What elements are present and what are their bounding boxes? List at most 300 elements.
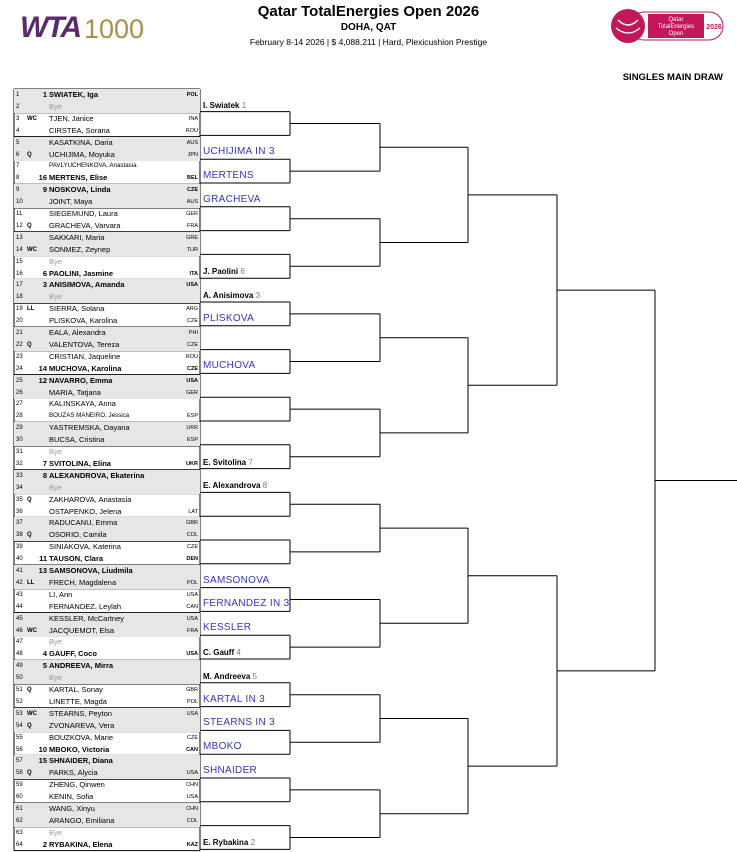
entry-number: 56: [16, 746, 23, 753]
entry-name: EALA, Alexandra: [49, 328, 106, 337]
entry-row: [14, 625, 200, 637]
winner-name: MBOKO: [203, 741, 242, 753]
entry-number: 5: [16, 139, 20, 146]
entry-row: [14, 541, 200, 553]
entry-number: 45: [16, 615, 23, 622]
entry-country: USA: [186, 794, 198, 801]
winner-name: KESSLER: [203, 622, 252, 634]
entry-row: [14, 779, 200, 791]
entry-tag: Q: [27, 496, 32, 503]
entry-name: Bye: [49, 827, 62, 837]
entry-row: [14, 125, 200, 137]
entry-number: 44: [16, 603, 23, 610]
entry-country: BEL: [187, 175, 198, 182]
entry-country: CAN: [186, 746, 198, 753]
entry-country: CZE: [187, 187, 198, 194]
entry-number: 30: [16, 437, 23, 444]
round2-winner: [203, 598, 289, 609]
winner-name: MUCHOVA: [203, 360, 256, 372]
entry-country: UKR: [186, 460, 198, 467]
entry-row: [14, 291, 200, 303]
entry-number: 8: [16, 175, 20, 182]
entry-name: SINIAKOVA, Katerina: [49, 542, 121, 552]
entry-seed: 1: [42, 90, 47, 99]
entry-number: 24: [16, 365, 23, 372]
entry-name: Bye: [49, 256, 62, 266]
entry-number: 50: [16, 675, 23, 682]
round2-winner: [203, 622, 251, 633]
entry-seed: 10: [38, 744, 47, 754]
entry-country: ITA: [189, 270, 198, 277]
entry-number: 41: [16, 568, 23, 574]
entry-number: 22: [16, 341, 23, 348]
winner-name: MERTENS: [203, 170, 254, 181]
entry-seed: 14: [38, 363, 47, 373]
entry-name: Bye: [49, 637, 62, 647]
entry-number: 18: [16, 294, 23, 301]
entry-name: JACQUEMOT, Elsa: [49, 625, 115, 635]
entry-country: CZE: [187, 544, 198, 551]
entry-row: [14, 767, 200, 779]
entry-country: POL: [186, 579, 198, 586]
entry-tag: WC: [27, 246, 37, 253]
tournament-city: DOHA, QAT: [340, 22, 397, 33]
entry-row: [14, 648, 200, 660]
round2-winner: [203, 101, 246, 110]
winner-name: FERNANDEZ IN 3: [203, 598, 290, 610]
entry-name: KESSLER, McCartney: [49, 613, 125, 623]
round2-winner: [203, 575, 269, 586]
entry-name: MERTENS, Elise: [49, 173, 108, 183]
entry-name: RYBAKINA, Elena: [49, 839, 113, 849]
entry-name: TJEN, Janice: [49, 113, 94, 123]
entry-name: ZAKHAROVA, Anastasia: [49, 494, 132, 504]
entry-seed: 12: [38, 375, 47, 385]
winner-name: PLISKOVA: [203, 312, 255, 324]
entry-number: 1: [16, 92, 20, 98]
winner-seed: 3: [253, 291, 261, 300]
round2-winner: [203, 313, 254, 324]
entry-name: LI, Ann: [49, 589, 73, 599]
round2-winner: [203, 481, 267, 490]
winner-name: SAMSONOVA: [203, 574, 270, 586]
entry-number: 59: [16, 782, 23, 789]
entry-row: [14, 565, 200, 577]
round2-winner: [203, 194, 261, 205]
entry-row: [14, 660, 200, 672]
entry-row: [14, 303, 200, 315]
entry-row: [14, 613, 200, 625]
entry-country: DEN: [186, 556, 198, 563]
entry-number: 35: [16, 496, 23, 503]
entry-name: BOUZAS MANEIRO, Jessica: [49, 412, 130, 420]
entry-name: PLISKOVA, Karolina: [49, 316, 118, 326]
entry-name: Bye: [49, 482, 62, 492]
entry-row: [14, 791, 200, 803]
entry-row: [14, 113, 200, 125]
entry-seed: 7: [42, 458, 47, 468]
round2-winner: [203, 717, 275, 728]
entry-name: PARKS, Alycia: [49, 768, 98, 778]
entry-row: [14, 89, 200, 101]
entry-number: 61: [16, 806, 23, 812]
entry-row: [14, 755, 200, 767]
entry-tag: Q: [27, 722, 32, 729]
entry-name: OSORIO, Camila: [49, 530, 107, 540]
entry-row: [14, 244, 200, 256]
entry-seed: 6: [42, 268, 47, 278]
tournament-title: Qatar TotalEnergies Open 2026: [257, 3, 480, 20]
entry-name: SVITOLINA, Elina: [49, 458, 111, 468]
entry-country: USA: [186, 770, 198, 777]
entry-row: [14, 684, 200, 696]
entry-name: KALINSKAYA, Anna: [49, 399, 116, 409]
entry-number: 39: [16, 544, 23, 551]
entry-seed: 2: [42, 839, 47, 849]
entry-country: CZE: [187, 365, 198, 372]
entry-row: [14, 708, 200, 720]
entry-number: 29: [16, 425, 23, 432]
entry-name: SAMSONOVA, Liudmila: [49, 566, 133, 575]
entry-country: GER: [186, 389, 198, 396]
entry-number: 58: [16, 770, 23, 777]
entry-number: 31: [16, 449, 23, 455]
winner-name: E. Alexandrova: [203, 481, 261, 491]
entry-country: COL: [186, 532, 198, 539]
entry-row: [14, 375, 200, 387]
entry-country: POL: [186, 92, 198, 98]
entry-name: MARIA, Tatjana: [49, 387, 101, 397]
entry-number: 33: [16, 472, 23, 479]
entry-country: ROU: [185, 127, 198, 134]
entry-number: 54: [16, 722, 23, 729]
entry-row: [14, 434, 200, 446]
entry-number: 9: [16, 187, 20, 194]
entry-name: ZVONAREVA, Vera: [49, 720, 115, 730]
entry-seed: 13: [38, 566, 47, 575]
round2-winner: [203, 672, 257, 681]
svg-text:TotalEnergies: TotalEnergies: [657, 24, 695, 30]
entry-name: NOSKOVA, Linda: [49, 185, 111, 195]
entry-name: Bye: [49, 292, 62, 302]
entry-name: SIEGEMUND, Laura: [49, 209, 118, 218]
entry-row: [14, 553, 200, 565]
round2-winner: [203, 360, 255, 371]
entry-seed: 9: [42, 185, 47, 195]
entry-name: MBOKO, Victoria: [49, 744, 110, 754]
entry-seed: 3: [42, 280, 47, 290]
tournament-info: February 8-14 2026 | $ 4,088,211 | Hard, Plexicushion Prestige: [249, 37, 488, 47]
entry-tag: LL: [27, 579, 35, 586]
entry-number: 6: [16, 151, 20, 158]
entry-name: KENIN, Sofia: [49, 792, 94, 802]
entry-row: [14, 184, 200, 196]
entry-number: 43: [16, 591, 23, 598]
svg-text:Qatar: Qatar: [668, 17, 684, 23]
winner-name: C. Gauff: [203, 648, 235, 657]
entry-country: TUR: [186, 246, 198, 253]
entry-name: KARTAL, Sonay: [49, 685, 103, 694]
entry-row: [14, 351, 200, 363]
round2-winner: [203, 765, 257, 776]
entry-name: BUCSA, Cristina: [49, 435, 105, 445]
entry-name: VALENTOVA, Tereza: [49, 339, 120, 349]
winner-name: E. Svitolina: [203, 457, 247, 467]
winner-name: SHNAIDER: [203, 765, 258, 776]
entry-country: ESP: [186, 437, 198, 444]
winner-seed: 7: [246, 457, 253, 467]
entry-number: 2: [16, 103, 20, 110]
entry-name: Bye: [49, 673, 62, 683]
entry-row: [14, 458, 200, 470]
entry-seed: 16: [38, 173, 47, 183]
entry-row: [14, 589, 200, 601]
entry-country: CZE: [187, 734, 198, 741]
entry-country: ESP: [186, 413, 198, 420]
entry-name: ANDREEVA, Mirra: [49, 661, 114, 671]
entry-number: 23: [16, 353, 23, 360]
entry-name: MUCHOVA, Karolina: [49, 363, 122, 373]
entry-country: UKR: [186, 425, 198, 432]
entry-number: 48: [16, 651, 23, 658]
entry-country: ROU: [185, 353, 198, 360]
entry-tag: Q: [27, 770, 32, 777]
entry-number: 12: [16, 222, 23, 229]
entry-name: UCHIJIMA, Moyuka: [49, 149, 115, 159]
entry-country: GRE: [186, 234, 198, 241]
entry-name: LINETTE, Magda: [49, 696, 107, 706]
entry-country: POL: [186, 698, 198, 705]
entry-country: GBR: [186, 687, 198, 693]
entry-row: [14, 827, 200, 839]
entry-number: 62: [16, 817, 23, 824]
entry-country: FRA: [187, 627, 198, 634]
entry-seed: 15: [38, 756, 47, 766]
entry-country: USA: [186, 377, 198, 384]
winner-seed: 4: [234, 648, 241, 657]
entry-tag: Q: [27, 341, 32, 348]
entry-number: 3: [16, 115, 20, 122]
entry-tag: Q: [27, 532, 32, 539]
entry-row: [14, 732, 200, 744]
entry-number: 16: [16, 270, 23, 277]
entry-name: FRECH, Magdalena: [49, 577, 117, 587]
entry-row: [14, 339, 200, 351]
entry-number: 14: [16, 246, 23, 253]
winner-name: STEARNS IN 3: [203, 717, 275, 729]
entry-country: ARG: [186, 306, 198, 313]
entry-country: KAZ: [186, 841, 198, 848]
entry-number: 51: [16, 687, 23, 693]
entry-name: SWIATEK, Iga: [49, 90, 99, 99]
entry-row: [14, 387, 200, 399]
entry-seed: 11: [39, 554, 47, 564]
entry-number: 15: [16, 258, 23, 265]
entry-row: [14, 601, 200, 613]
entry-name: TAUSON, Clara: [49, 554, 104, 564]
entry-row: [14, 517, 200, 529]
entry-country: USA: [186, 282, 198, 289]
entry-row: [14, 839, 200, 851]
entry-country: LAT: [188, 508, 198, 515]
entry-row: [14, 101, 200, 113]
entry-name: WANG, Xinyu: [49, 804, 95, 813]
entry-name: OSTAPENKO, Jelena: [49, 506, 122, 516]
entry-name: ARANGO, Emiliana: [49, 815, 115, 825]
entry-name: Bye: [49, 101, 62, 111]
entry-row: [14, 208, 200, 220]
entry-country: CZE: [187, 318, 198, 325]
entry-country: AUS: [186, 139, 198, 146]
entry-number: 47: [16, 639, 23, 646]
entry-row: [14, 137, 200, 149]
entry-number: 11: [16, 211, 23, 217]
entry-number: 7: [16, 163, 20, 170]
svg-text:Open: Open: [668, 31, 684, 37]
entry-row: [14, 279, 200, 291]
round2-winner: [203, 267, 245, 276]
entry-row: [14, 815, 200, 827]
entry-row: [14, 363, 200, 375]
winner-name: J. Paolini: [203, 267, 239, 277]
entry-seed: 4: [42, 649, 47, 659]
entry-number: 60: [16, 794, 23, 801]
entry-number: 26: [16, 389, 23, 396]
entry-number: 55: [16, 734, 23, 741]
entry-number: 10: [16, 199, 23, 206]
entry-name: ALEXANDROVA, Ekaterina: [49, 470, 145, 480]
entry-country: GER: [186, 211, 198, 217]
entry-name: FERNANDEZ, Leylah: [49, 601, 122, 611]
entry-tag: Q: [27, 222, 32, 229]
entry-name: NAVARRO, Emma: [49, 375, 113, 385]
entry-number: 40: [16, 556, 23, 563]
round2-winner: [203, 694, 265, 705]
winner-name: M. Andreeva: [203, 671, 251, 681]
entry-number: 25: [16, 377, 23, 384]
entry-number: 52: [16, 698, 23, 705]
round2-winner: [203, 291, 260, 300]
entry-row: [14, 220, 200, 232]
entry-tag: WC: [27, 710, 37, 717]
entry-number: 37: [16, 520, 23, 527]
entry-tag: Q: [27, 687, 32, 693]
entry-row: [14, 529, 200, 541]
entry-country: PHI: [188, 330, 198, 336]
winner-seed: 8: [260, 481, 268, 491]
entry-tag: Q: [27, 151, 32, 158]
entry-country: FRA: [187, 222, 198, 229]
entry-country: CZE: [187, 341, 198, 348]
winner-name: I. Swiatek: [203, 100, 240, 110]
entry-row: [14, 470, 200, 482]
entry-row: [14, 410, 200, 422]
entry-country: CHN: [186, 782, 198, 789]
entry-country: GBR: [186, 520, 198, 527]
entry-name: GRACHEVA, Varvara: [49, 220, 121, 230]
entry-tag: WC: [27, 115, 37, 122]
entry-country: USA: [186, 615, 198, 622]
entry-name: ZHENG, Qinwen: [49, 780, 105, 790]
entry-country: JPN: [187, 151, 198, 158]
entry-row: [14, 422, 200, 434]
entry-tag: WC: [27, 627, 37, 634]
entry-country: AUS: [186, 199, 198, 206]
entry-row: [14, 744, 200, 756]
entry-country: INA: [188, 115, 198, 122]
entry-number: 19: [16, 306, 23, 313]
entry-row: [14, 482, 200, 494]
winner-name: UCHIJIMA IN 3: [203, 146, 275, 158]
entry-row: [14, 446, 200, 458]
round2-winner: [203, 741, 242, 752]
winner-name: E. Rybakina: [203, 838, 249, 848]
entry-number: 38: [16, 532, 23, 539]
entry-name: Bye: [49, 447, 62, 456]
winner-name: A. Anisimova: [203, 291, 254, 300]
entry-row: [14, 196, 200, 208]
entry-row: [14, 160, 200, 172]
entry-country: USA: [186, 591, 198, 598]
entry-number: 64: [16, 841, 23, 848]
entry-number: 13: [16, 234, 23, 241]
entry-name: PAVLYUCHENKOVA, Anastasia: [49, 162, 137, 170]
round2-winner: [203, 838, 255, 847]
entry-row: [14, 327, 200, 339]
entry-tag: LL: [27, 306, 35, 313]
svg-text:1000: 1000: [84, 14, 145, 44]
entry-country: CHN: [186, 806, 198, 812]
entry-row: [14, 315, 200, 327]
winner-seed: 1: [239, 100, 247, 110]
entry-number: 17: [16, 282, 23, 289]
entry-name: CIRSTEA, Sorana: [49, 125, 110, 135]
entry-country: CAN: [186, 603, 198, 610]
draw-label: SINGLES MAIN DRAW: [622, 72, 723, 83]
entry-row: [14, 268, 200, 280]
entry-number: 20: [16, 318, 23, 325]
round2-winner: [203, 458, 253, 467]
entry-name: RADUCANU, Emma: [49, 518, 118, 528]
entry-row: [14, 803, 200, 815]
entry-number: 36: [16, 508, 23, 515]
winner-seed: 2: [248, 838, 256, 848]
entry-number: 53: [16, 710, 23, 717]
entry-name: CRISTIAN, Jaqueline: [49, 351, 121, 361]
entry-name: SONMEZ, Zeynep: [49, 244, 111, 254]
entry-number: 46: [16, 627, 23, 634]
entry-name: GAUFF, Coco: [49, 649, 97, 659]
entry-name: JOINT, Maya: [49, 197, 93, 207]
entry-row: [14, 256, 200, 268]
entry-row: [14, 232, 200, 244]
entry-row: [14, 696, 200, 708]
entry-row: [14, 398, 200, 410]
entry-number: 57: [16, 758, 23, 765]
svg-text:WTA: WTA: [20, 11, 81, 44]
entry-name: SIERRA, Solana: [49, 304, 105, 314]
entry-row: [14, 636, 200, 648]
entry-number: 21: [16, 330, 23, 336]
entry-number: 42: [16, 579, 23, 586]
entry-number: 32: [16, 460, 23, 467]
entry-name: SHNAIDER, Diana: [49, 756, 113, 766]
entry-row: [14, 506, 200, 518]
entry-name: PAOLINI, Jasmine: [49, 268, 114, 278]
entry-number: 4: [16, 127, 20, 134]
winner-seed: 5: [250, 671, 257, 681]
entry-country: COL: [186, 817, 198, 824]
